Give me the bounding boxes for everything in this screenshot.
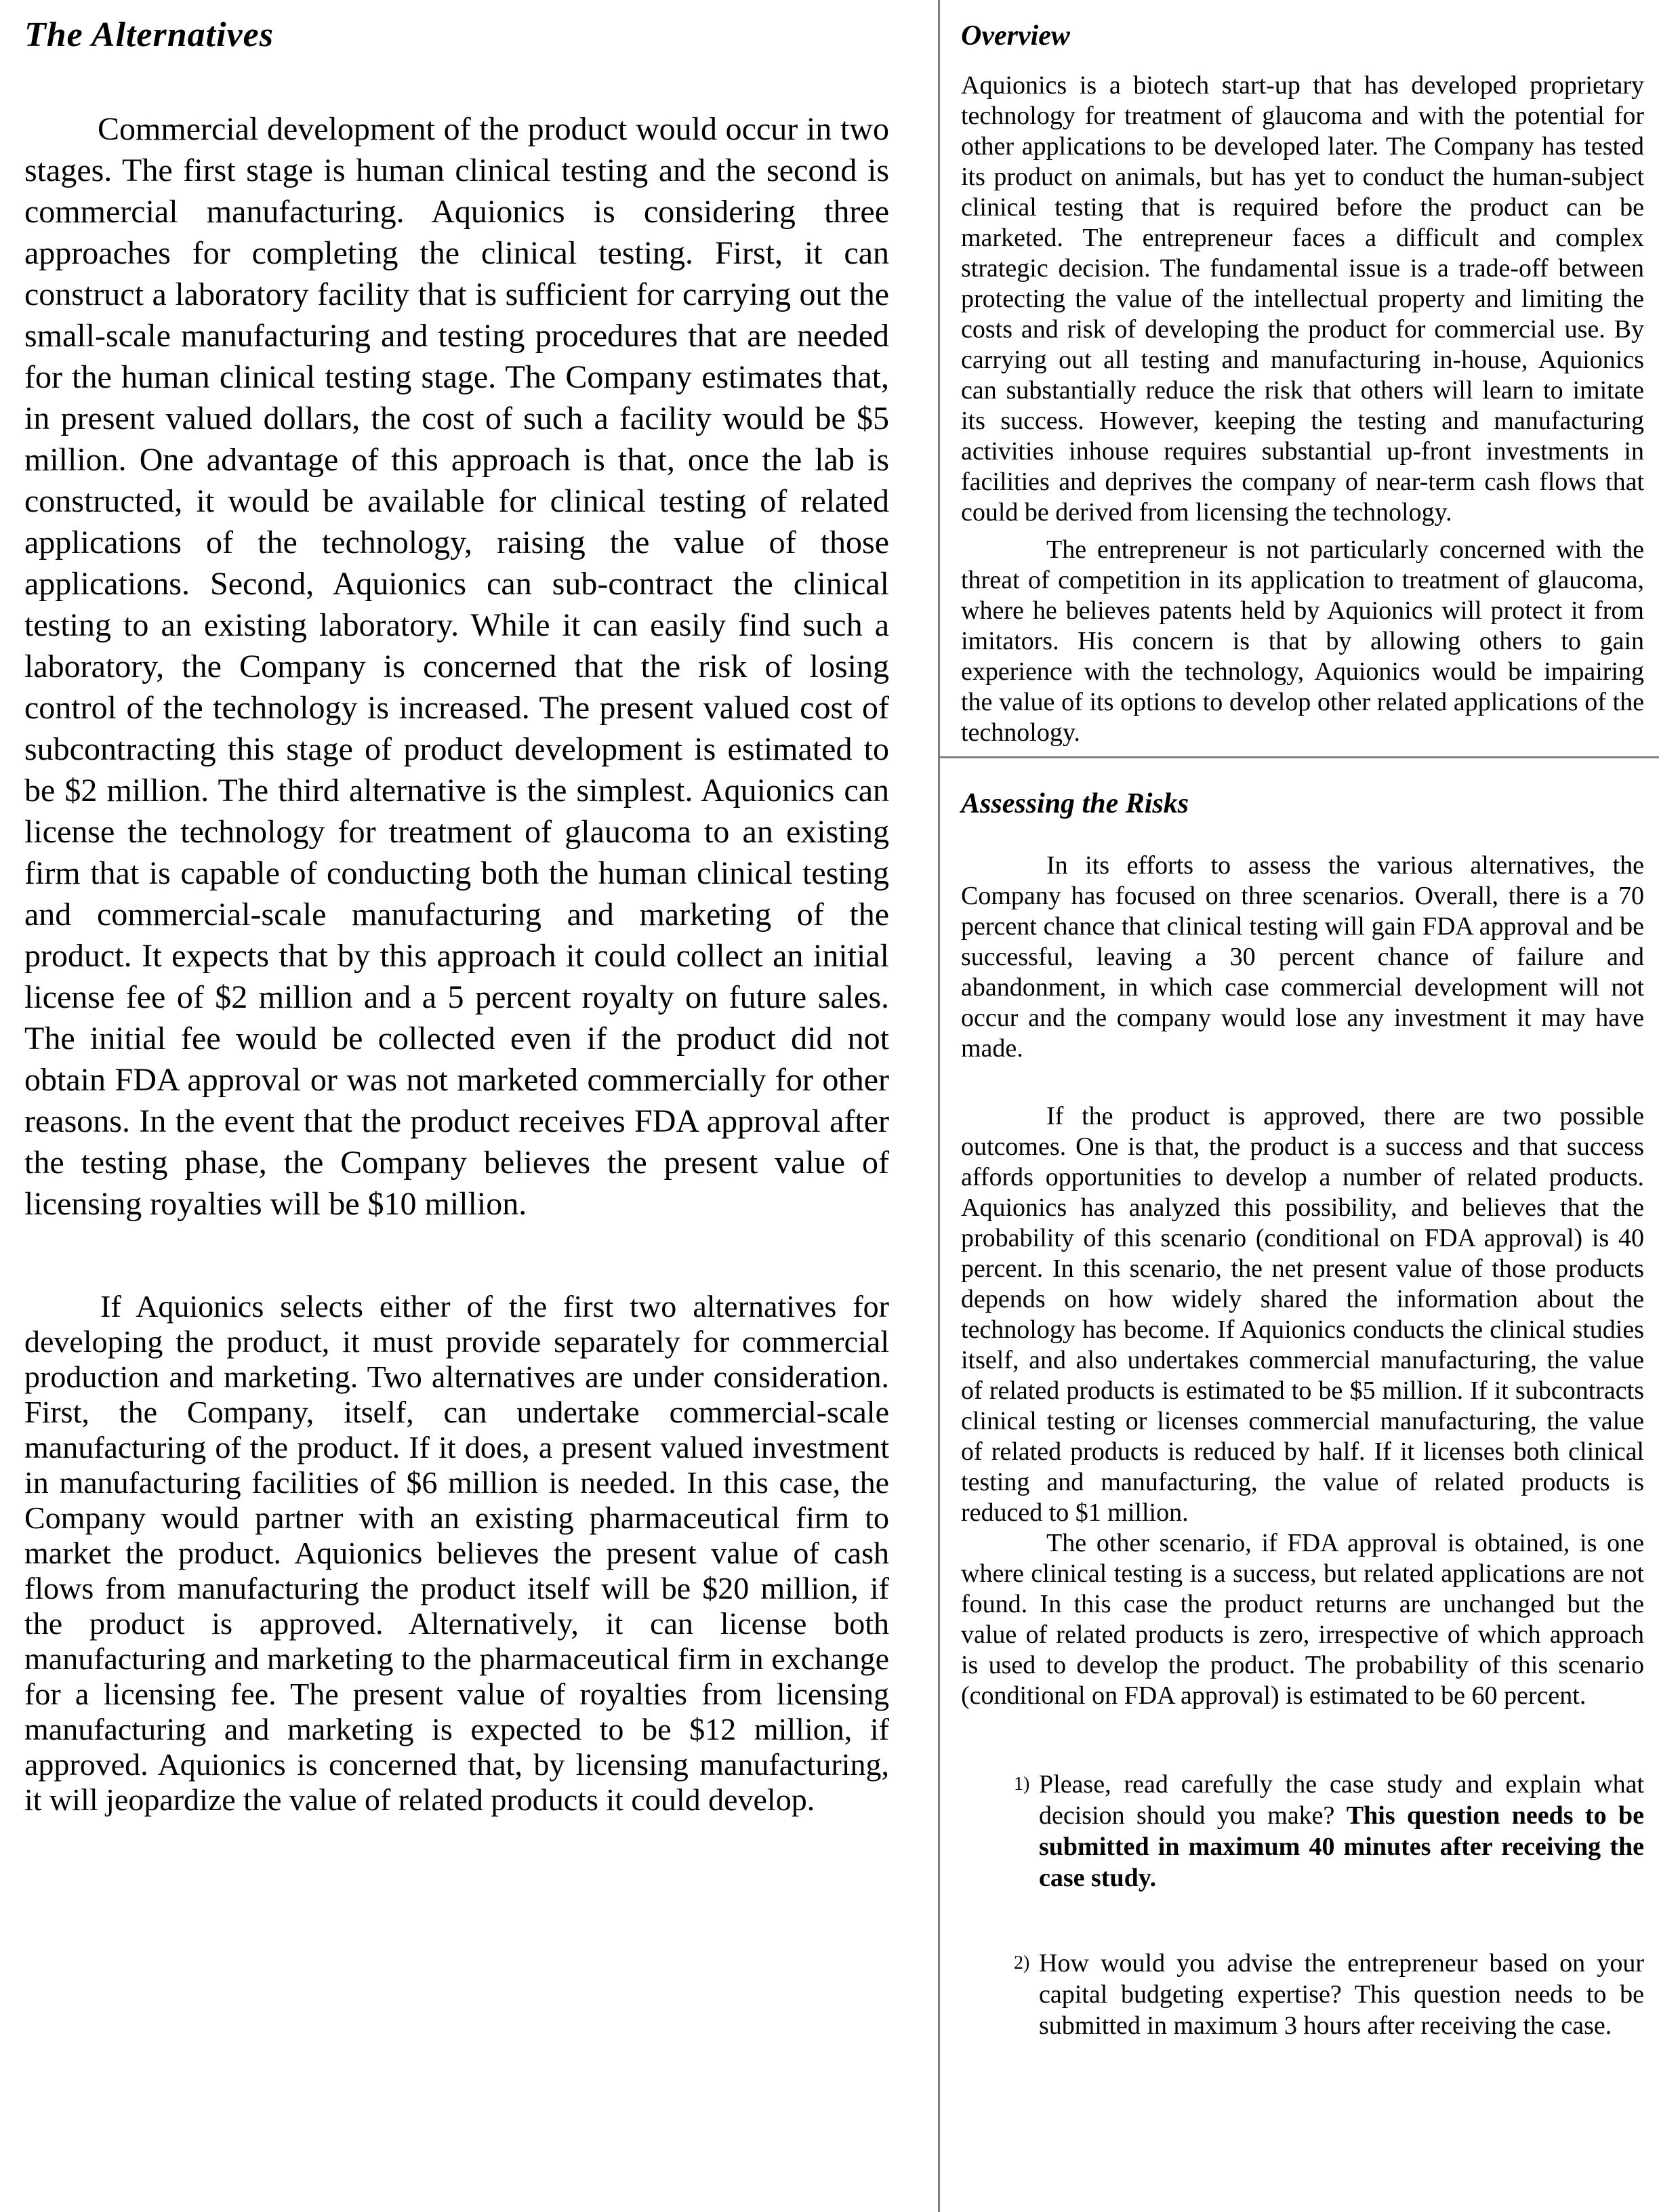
question-item-1 [961, 1769, 1644, 1893]
overview-heading: Overview [961, 20, 1070, 52]
risks-paragraph-2: If the product is approved, there are two possible outcomes. One is that, the product is a success and that success affords opportunities to develop a number of related products. Aquionics has analyzed this possibility, and believes that the probability of this scenario (conditional on FDA approval) is 40 percent. In this scenario, the net present value of those products depends on how widely shared the information about the technology has become. If Aquionics conducts the clinical studies itself, and also undertakes commercial manufacturing, the value of related products is estimated to be $5 million. If it subcontracts clinical testing or licenses commercial manufacturing, the value of related products is reduced by half. If it licenses both clinical testing and manufacturing, the value of related products is reduced to $1 million. [961, 1102, 1644, 1527]
question-2-text: How would you advise the entrepreneur based on your capital budgeting expertise? This question needs to be submitted in maximum 3 hours after receiving the case. [1039, 1949, 1644, 2040]
question-1-bold-text: This question needs to be submitted in maximum 40 minutes after receiving the case study. [1039, 1801, 1644, 1892]
question-list [961, 1769, 1644, 2041]
overview-paragraph-2: The entrepreneur is not particularly concerned with the threat of competition in its application to treatment of glaucoma, where he believes patents held by Aquionics will protect it from imitators. His concern is that by allowing others to gain experience with the technology, Aquionics would be impairing the value of its options to develop other related applications of the technology. [961, 535, 1644, 747]
risks-paragraph-3: The other scenario, if FDA approval is obtained, is one where clinical testing is a success, but related applications are not found. In this case the product returns are unchanged but the value of related products is zero, irrespective of which approach is used to develop the product. The probability of this scenario (conditional on FDA approval) is estimated to be 60 percent. [961, 1529, 1644, 1710]
risks-paragraph-1: In its efforts to assess the various alternatives, the Company has focused on three scenarios. Overall, there is a 70 percent chance that clinical testing will gain FDA approval and be successful, leaving a 30 percent chance of failure and abandonment, in which case commercial development will not occur and the company would lose any investment it may have made. [961, 851, 1644, 1063]
right-column [961, 19, 1644, 2041]
left-column-heading: The Alternatives [24, 16, 274, 54]
left-column [24, 15, 889, 1818]
question-2-marker: 2) [1014, 1952, 1030, 1973]
question-1-marker: 1) [1014, 1774, 1030, 1795]
question-item-2 [961, 1948, 1644, 2041]
alternatives-paragraph-2: If Aquionics selects either of the first two alternatives for developing the product, it must provide separately for commercial production and marketing. Two alternatives are under consideration. First, the Company, itself, can undertake commercial-scale manufacturing of the product. If it does, a present valued investment in manufacturing facilities of $6 million is needed. In this case, the Company would partner with an existing pharmaceutical firm to market the product. Aquionics believes the present value of cash flows from manufacturing the product itself will be $20 million, if the product is approved. Alternatively, it can license both manufacturing and marketing to the pharmaceutical firm in exchange for a licensing fee. The present value of royalties from licensing manufacturing and marketing is expected to be $12 million, if approved. Aquionics is concerned that, by licensing manufacturing, it will jeopardize the value of related products it could develop. [24, 1289, 889, 1817]
overview-paragraph-1: Aquionics is a biotech start-up that has developed proprietary technology for treatment of glaucoma and with the potential for other applications to be developed later. The Company has tested its product on animals, but has yet to conduct the human-subject clinical testing that is required before the product can be marketed. The entrepreneur faces a difficult and complex strategic decision. The fundamental issue is a trade-off between protecting the value of the intellectual property and limiting the costs and risk of developing the product for commercial use. By carrying out all testing and manufacturing in-house, Aquionics can substantially reduce the risk that others will learn to imitate its success. However, keeping the testing and manufacturing activities inhouse requires substantial up-front investments in facilities and deprives the company of near-term cash flows that could be derived from licensing the technology. [961, 71, 1644, 527]
assessing-risks-heading: Assessing the Risks [961, 788, 1189, 819]
alternatives-paragraph-1: Commercial development of the product would occur in two stages. The first stage is human clinical testing and the second is commercial manufacturing. Aquionics is considering three approaches for completing the clinical testing. First, it can construct a laboratory facility that is sufficient for carrying out the small-scale manufacturing and testing procedures that are needed for the human clinical testing stage. The Company estimates that, in present valued dollars, the cost of such a facility would be $5 million. One advantage of this approach is that, once the lab is constructed, it would be available for clinical testing of related applications of the technology, raising the value of those applications. Second, Aquionics can sub-contract the clinical testing to an existing laboratory. While it can easily find such a laboratory, the Company is concerned that the risk of losing control of the technology is increased. The present valued cost of subcontracting this stage of product development is estimated to be $2 million. The third alternative is the simplest. Aquionics can license the technology for treatment of glaucoma to an existing firm that is capable of conducting both the human clinical testing and commercial-scale manufacturing and marketing of the product. It expects that by this approach it could collect an initial license fee of $2 million and a 5 percent royalty on future sales. The initial fee would be collected even if the product did not obtain FDA approval or was not marketed commercially for other reasons. In the event that the product receives FDA approval after the testing phase, the Company believes the present value of licensing royalties will be $10 million. [24, 111, 889, 1222]
question-1-text: Please, read carefully the case study and explain what decision should you make? [1039, 1770, 1644, 1830]
column-divider [938, 0, 940, 2212]
section-divider [940, 756, 1659, 758]
